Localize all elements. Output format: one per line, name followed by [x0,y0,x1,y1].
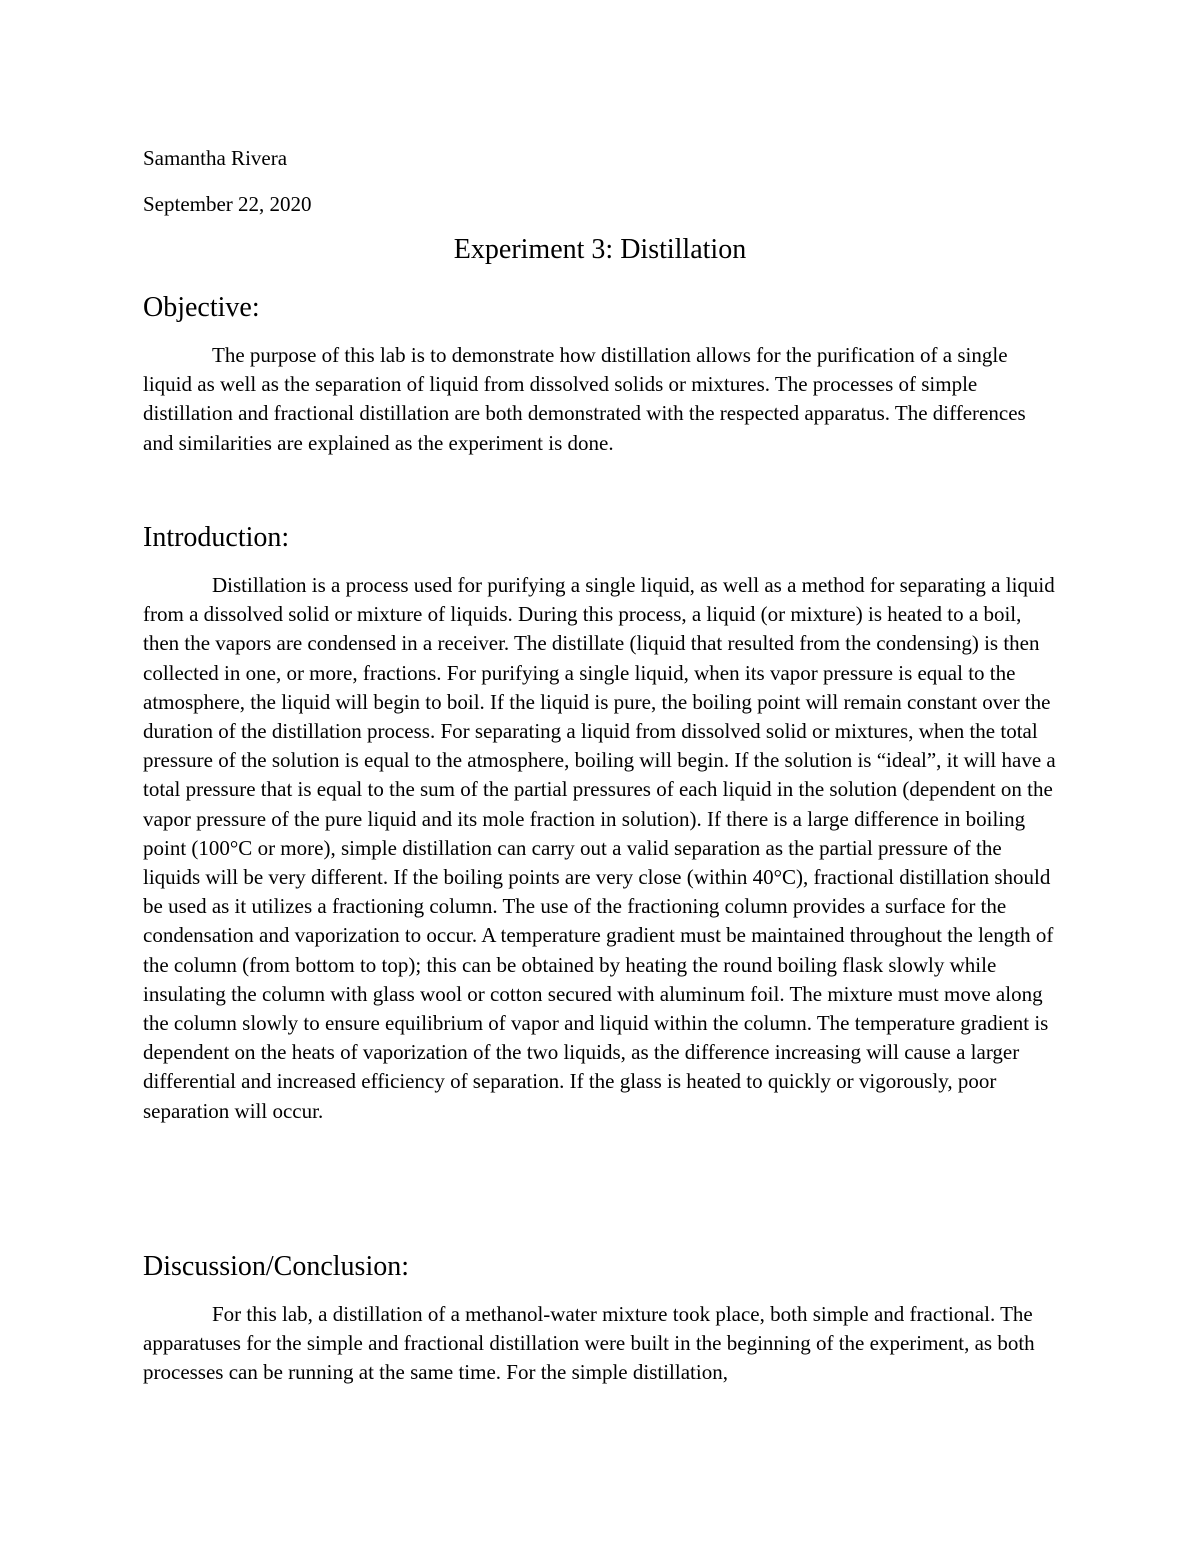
introduction-paragraph: Distillation is a process used for purifying a single liquid, as well as a method for separating a liquid from a dissolved solid or mixture of liquids. During this process, a liquid (or mixture) is heated to a boil, then the vapors are condensed in a receiver. The distillate (liquid that resulted from the condensing) is then collected in one, or more, fractions. For purifying a single liquid, when its vapor pressure is equal to the atmosphere, the liquid will begin to boil. If the liquid is pure, the boiling point will remain constant over the duration of the distillation process. For separating a liquid from dissolved solid or mixtures, when the total pressure of the solution is equal to the atmosphere, boiling will begin. If the solution is “ideal”, it will have a total pressure that is equal to the sum of the partial pressures of each liquid in the solution (dependent on the vapor pressure of the pure liquid and its mole fraction in solution). If there is a large difference in boiling point (100°C or more), simple distillation can carry out a valid separation as the partial pressure of the liquids will be very different. If the boiling points are very close (within 40°C), fractional distillation should be used as it utilizes a fractioning column. The use of the fractioning column provides a surface for the condensation and vaporization to occur. A temperature gradient must be maintained throughout the length of the column (from bottom to top); this can be obtained by heating the round boiling flask slowly while insulating the column with glass wool or cotton secured with aluminum foil. The mixture must move along the column slowly to ensure equilibrium of vapor and liquid within the column. The temperature gradient is dependent on the heats of vaporization of the two liquids, as the difference increasing will cause a larger differential and increased efficiency of separation. If the glass is heated to quickly or vigorously, poor separation will occur. [143,573,1056,1123]
discussion-paragraph: For this lab, a distillation of a methanol-water mixture took place, both simple and fractional. The apparatuses for the simple and fractional distillation were built in the beginning of the experiment, as both processes can be running at the same time. For the simple distillation, [143,1302,1035,1385]
author-name: Samantha Rivera [143,146,288,170]
objective-heading: Objective: [143,292,260,323]
discussion-heading: Discussion/Conclusion: [143,1251,410,1282]
introduction-heading: Introduction: [143,522,290,553]
report-date: September 22, 2020 [143,192,312,216]
objective-paragraph: The purpose of this lab is to demonstrate how distillation allows for the purification of a single liquid as well as the separation of liquid from dissolved solids or mixtures. The processes of simple distillation and fractional distillation are both demonstrated with the respected apparatus. The differences and similarities are explained as the experiment is done. [143,343,1026,455]
page-title: Experiment 3: Distillation [453,234,747,265]
